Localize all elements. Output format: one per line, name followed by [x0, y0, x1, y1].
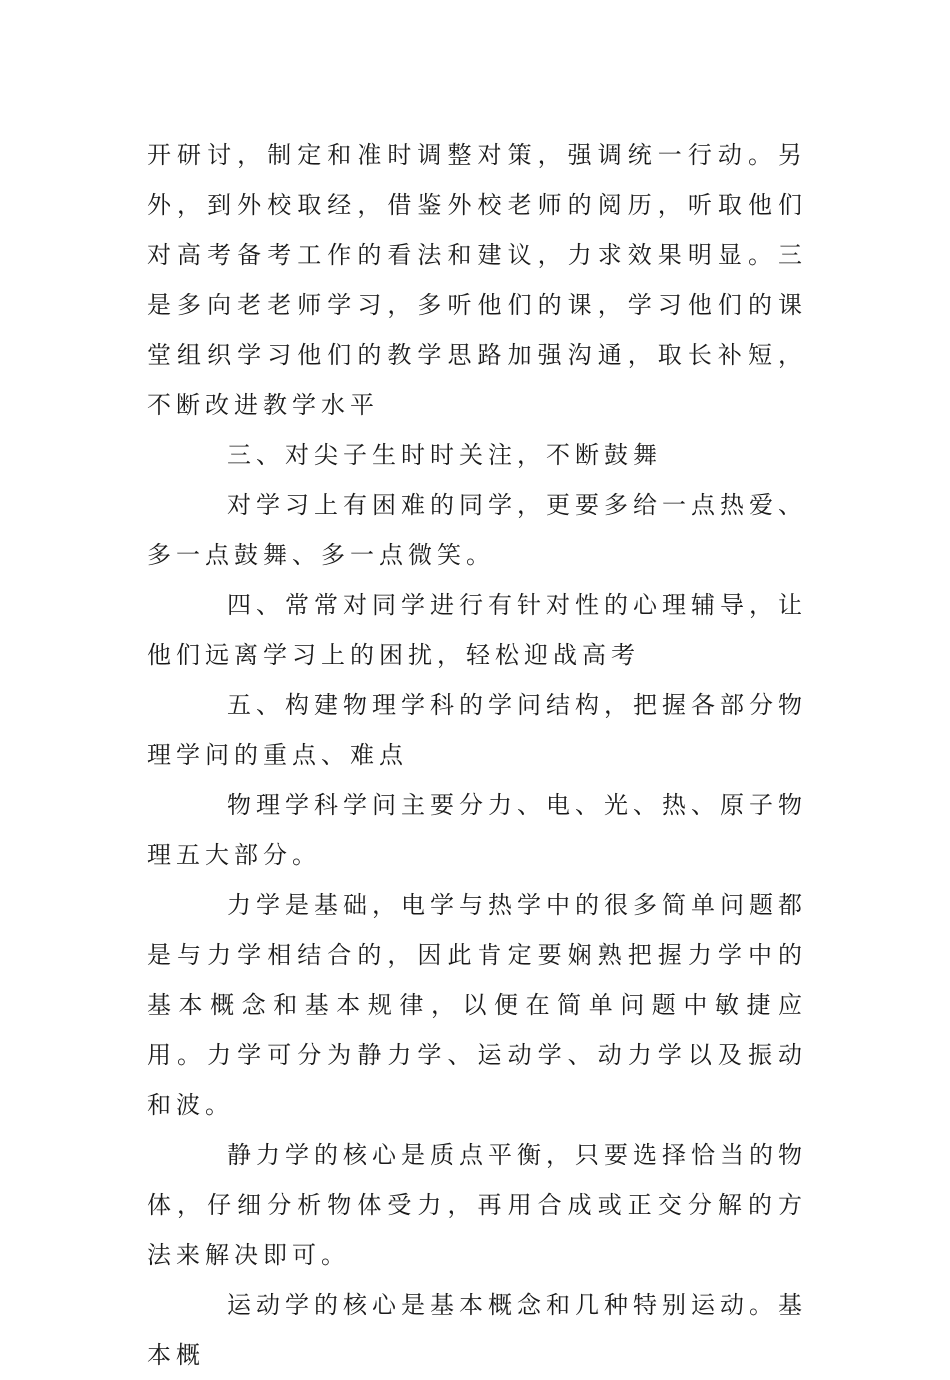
paragraph: 静力学的核心是质点平衡，只要选择恰当的物体，仔细分析物体受力，再用合成或正交分解的方法来解决即可。 [147, 1141, 807, 1269]
document-body [147, 130, 807, 1380]
paragraph: 对学习上有困难的同学，更要多给一点热爱、多一点鼓舞、多一点微笑。 [147, 491, 807, 569]
paragraph: 物理学科学问主要分力、电、光、热、原子物理五大部分。 [147, 791, 807, 869]
paragraph: 运动学的核心是基本概念和几种特别运动。基本概 [147, 1291, 807, 1369]
paragraph: 力学是基础，电学与热学中的很多简单问题都是与力学相结合的，因此肯定要娴熟把握力学中的基本概念和基本规律，以便在简单问题中敏捷应用。力学可分为静力学、运动学、动力学以及振动和波。 [147, 891, 807, 1119]
section-heading-3: 三、对尖子生时时关注，不断鼓舞 [227, 441, 662, 469]
section-heading-4: 四、常常对同学进行有针对性的心理辅导，让他们远离学习上的困扰，轻松迎战高考 [147, 591, 807, 669]
paragraph-continuation: 开研讨，制定和准时调整对策，强调统一行动。另外，到外校取经，借鉴外校老师的阅历，听取他们对高考备考工作的看法和建议，力求效果明显。三是多向老老师学习，多听他们的课，学习他们的课堂组织学习他们的教学思路加强沟通，取长补短，不断改进教学水平 [147, 141, 807, 419]
section-heading-5: 五、构建物理学科的学问结构，把握各部分物理学问的重点、难点 [147, 691, 807, 769]
